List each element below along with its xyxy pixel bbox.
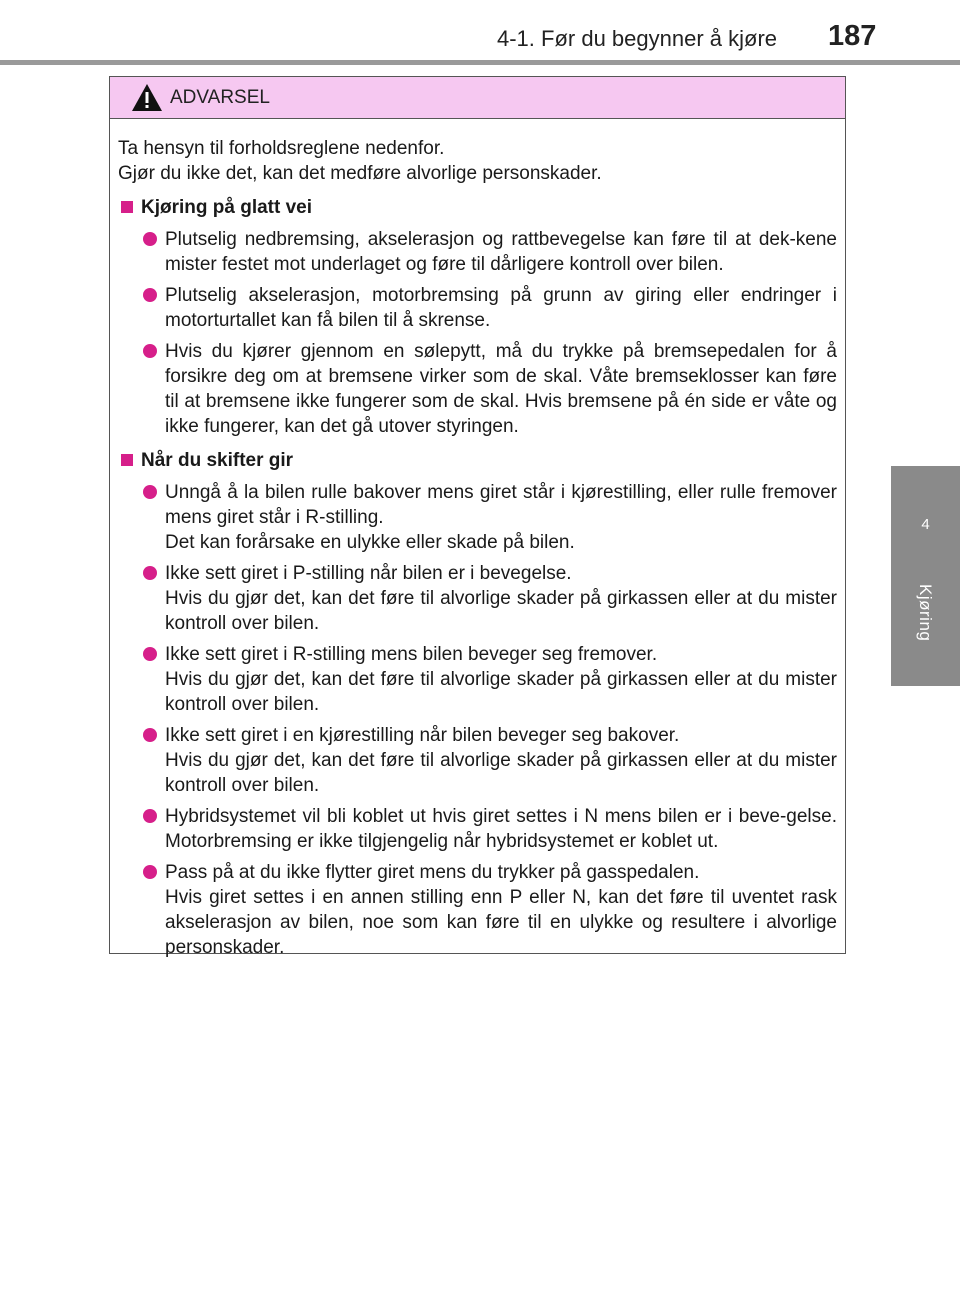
section-heading-text: Kjøring på glatt vei	[141, 197, 313, 218]
list-item	[118, 561, 837, 636]
warning-triangle-icon	[131, 83, 163, 112]
item-text: Hvis du kjører gjennom en sølepytt, må du trykke på bremsepedalen for å forsikre deg om at bremsene virker som de skal. Våte bremseklosser kan føre til at bremsene ikke fungerer som de skal. Hvis bremsene på én side er våte og ikke fungerer, kan det gå utover styringen.	[165, 341, 837, 437]
item-text: Ikke sett giret i R-stilling mens bilen beveger seg fremover.	[165, 644, 658, 665]
list-item	[118, 227, 837, 277]
list-item	[118, 804, 837, 854]
section-title: 4-1. Før du begynner å kjøre	[497, 26, 778, 51]
list-item	[118, 480, 837, 555]
list-item	[118, 642, 837, 717]
item-text: Pass på at du ikke flytter giret mens du trykker på gasspedalen.	[165, 862, 700, 883]
bullet-dot-icon	[143, 344, 157, 358]
bullet-dot-icon	[143, 809, 157, 823]
list-item	[118, 339, 837, 439]
intro-line: Gjør du ikke det, kan det medføre alvorlige personskader.	[118, 163, 602, 184]
header-divider	[0, 60, 960, 65]
item-text: Plutselig akselerasjon, motorbremsing på grunn av giring eller endringer i motorturtallet kan få bilen til å skrense.	[165, 285, 837, 331]
chapter-number: 4	[921, 516, 930, 533]
chapter-tab[interactable]	[891, 466, 960, 686]
warning-intro	[118, 136, 837, 186]
warning-body	[110, 119, 845, 960]
section-heading	[118, 195, 837, 220]
bullet-dot-icon	[143, 485, 157, 499]
item-text: Ikke sett giret i P-stilling når bilen er i bevegelse.	[165, 563, 572, 584]
item-text: Hybridsystemet vil bli koblet ut hvis giret settes i N mens bilen er i beve-gelse. Motorbremsing er ikke tilgjengelig når hybridsystemet er koblet ut.	[165, 806, 837, 852]
section-heading-text: Når du skifter gir	[141, 450, 294, 471]
square-bullet-icon	[121, 201, 133, 213]
item-text: Hvis du gjør det, kan det føre til alvorlige skader på girkassen eller at du mister kontroll over bilen.	[165, 750, 837, 796]
intro-line: Ta hensyn til forholdsreglene nedenfor.	[118, 138, 445, 159]
square-bullet-icon	[121, 454, 133, 466]
bullet-dot-icon	[143, 728, 157, 742]
list-item	[118, 723, 837, 798]
warning-header	[110, 77, 845, 119]
item-text: Hvis giret settes i en annen stilling enn P eller N, kan det føre til uventet rask akselerasjon av bilen, noe som kan føre til en ulykke og resultere i alvorlige personskader.	[165, 887, 837, 958]
section-heading	[118, 448, 837, 473]
warning-title: ADVARSEL	[170, 87, 270, 108]
item-text: Ikke sett giret i en kjørestilling når bilen beveger seg bakover.	[165, 725, 680, 746]
item-text: Hvis du gjør det, kan det føre til alvorlige skader på girkassen eller at du mister kontroll over bilen.	[165, 588, 837, 634]
item-text: Unngå å la bilen rulle bakover mens giret står i kjørestilling, eller rulle fremover mens giret står i R-stilling.	[165, 482, 837, 528]
item-text: Plutselig nedbremsing, akselerasjon og rattbevegelse kan føre til at dek-kene mister festet mot underlaget og føre til dårligere kontroll over bilen.	[165, 229, 837, 275]
bullet-dot-icon	[143, 288, 157, 302]
page-number: 187	[828, 20, 877, 52]
item-text: Det kan forårsake en ulykke eller skade på bilen.	[165, 532, 575, 553]
bullet-dot-icon	[143, 566, 157, 580]
section-items	[118, 480, 837, 960]
section-items	[118, 227, 837, 439]
list-item	[118, 283, 837, 333]
list-item	[118, 860, 837, 960]
bullet-dot-icon	[143, 865, 157, 879]
item-text: Hvis du gjør det, kan det føre til alvorlige skader på girkassen eller at du mister kontroll over bilen.	[165, 669, 837, 715]
bullet-dot-icon	[143, 647, 157, 661]
bullet-dot-icon	[143, 232, 157, 246]
warning-box	[109, 76, 846, 958]
chapter-label: Kjøring	[916, 584, 935, 642]
